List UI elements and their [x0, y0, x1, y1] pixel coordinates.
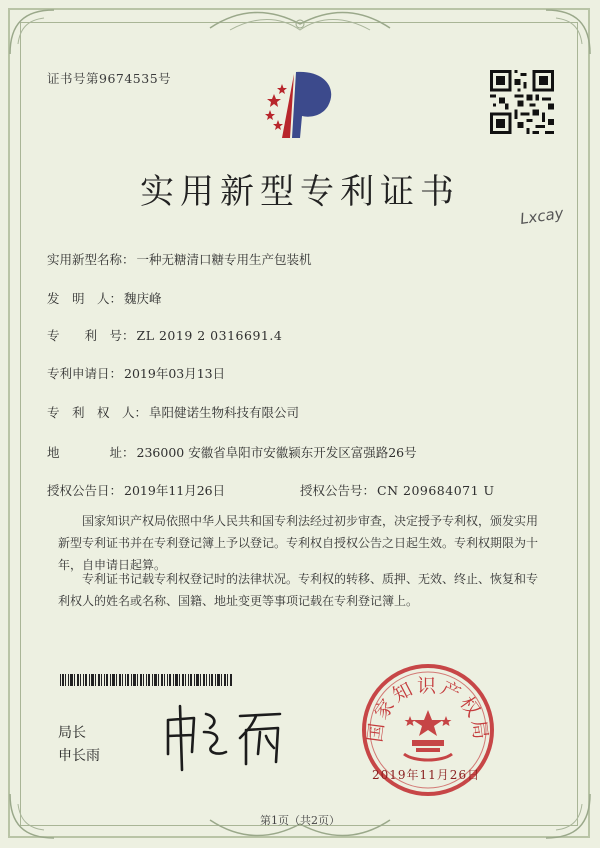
grant-statement: [58, 510, 548, 576]
grant-number-value: CN 209684071 U: [377, 483, 495, 498]
patentee-value: 阜阳健诺生物科技有限公司: [149, 405, 300, 420]
patent-number-row: [47, 326, 282, 344]
grant-date-value: 2019年11月26日: [124, 483, 226, 498]
handwritten-signature: [160, 702, 310, 772]
address-row: [47, 443, 417, 461]
legal-status-line: 专利证书记载专利权登记时的法律状况。专利权的转移、质押、无效、终止、恢复和专: [82, 572, 539, 586]
grant-number-row: [300, 481, 495, 499]
address-value: 236000 安徽省阜阳市安徽颍东开发区富强路26号: [136, 445, 417, 460]
patentee-row: [47, 403, 299, 421]
inventor-label: 发 明 人：: [47, 291, 123, 306]
certificate-title: 实用新型专利证书: [140, 172, 460, 212]
grant-statement-line: 年，自申请日起算。: [58, 558, 167, 572]
patent-number-label: 专 利 号：: [47, 328, 135, 343]
patent-office-logo: [262, 66, 342, 142]
address-label: 地 址：: [47, 445, 135, 460]
filing-date-row: [47, 364, 225, 382]
grant-date-row: [47, 481, 225, 499]
corner-ornament-tl: [4, 4, 64, 64]
signatory-name: 申长雨: [58, 748, 100, 764]
corner-ornament-tr: [536, 4, 596, 64]
utility-model-name-label: 实用新型名称：: [47, 252, 135, 267]
grant-date-label: 授权公告日：: [47, 483, 123, 498]
grant-number-label: 授权公告号：: [300, 483, 376, 498]
inventor-row: [47, 289, 162, 307]
legal-status-line: 利权人的姓名或名称、国籍、地址变更等事项记载在专利登记簿上。: [58, 594, 419, 608]
patentee-label: 专 利 权 人：: [47, 405, 148, 420]
page-footer: 第1页（共2页）: [260, 814, 340, 827]
patent-number-value: ZL 2019 2 0316691.4: [136, 328, 283, 343]
utility-model-name-row: [47, 250, 312, 268]
qr-code: [490, 70, 554, 134]
handwritten-note: Lxcay: [518, 204, 565, 228]
seal-date: 2019年11月26日: [372, 768, 481, 782]
grant-statement-line: 新型专利证书并在专利登记簿上予以登记。专利权自授权公告之日起生效。专利权期限为十: [58, 536, 539, 550]
legal-status-statement: [58, 568, 548, 612]
barcode: [60, 674, 232, 686]
filing-date-label: 专利申请日：: [47, 366, 123, 381]
grant-statement-line: 国家知识产权局依照中华人民共和国专利法经过初步审查，决定授予专利权，颁发实用: [82, 514, 539, 528]
seal-text: 国家知识产权局: [364, 675, 492, 744]
filing-date-value: 2019年03月13日: [124, 366, 226, 381]
top-ornament: [200, 4, 400, 44]
certificate-number: 证书号第9674535号: [47, 71, 172, 86]
utility-model-name-value: 一种无糖清口糖专用生产包装机: [136, 252, 312, 267]
inventor-value: 魏庆峰: [124, 291, 162, 306]
signatory-title: 局长: [58, 725, 86, 741]
